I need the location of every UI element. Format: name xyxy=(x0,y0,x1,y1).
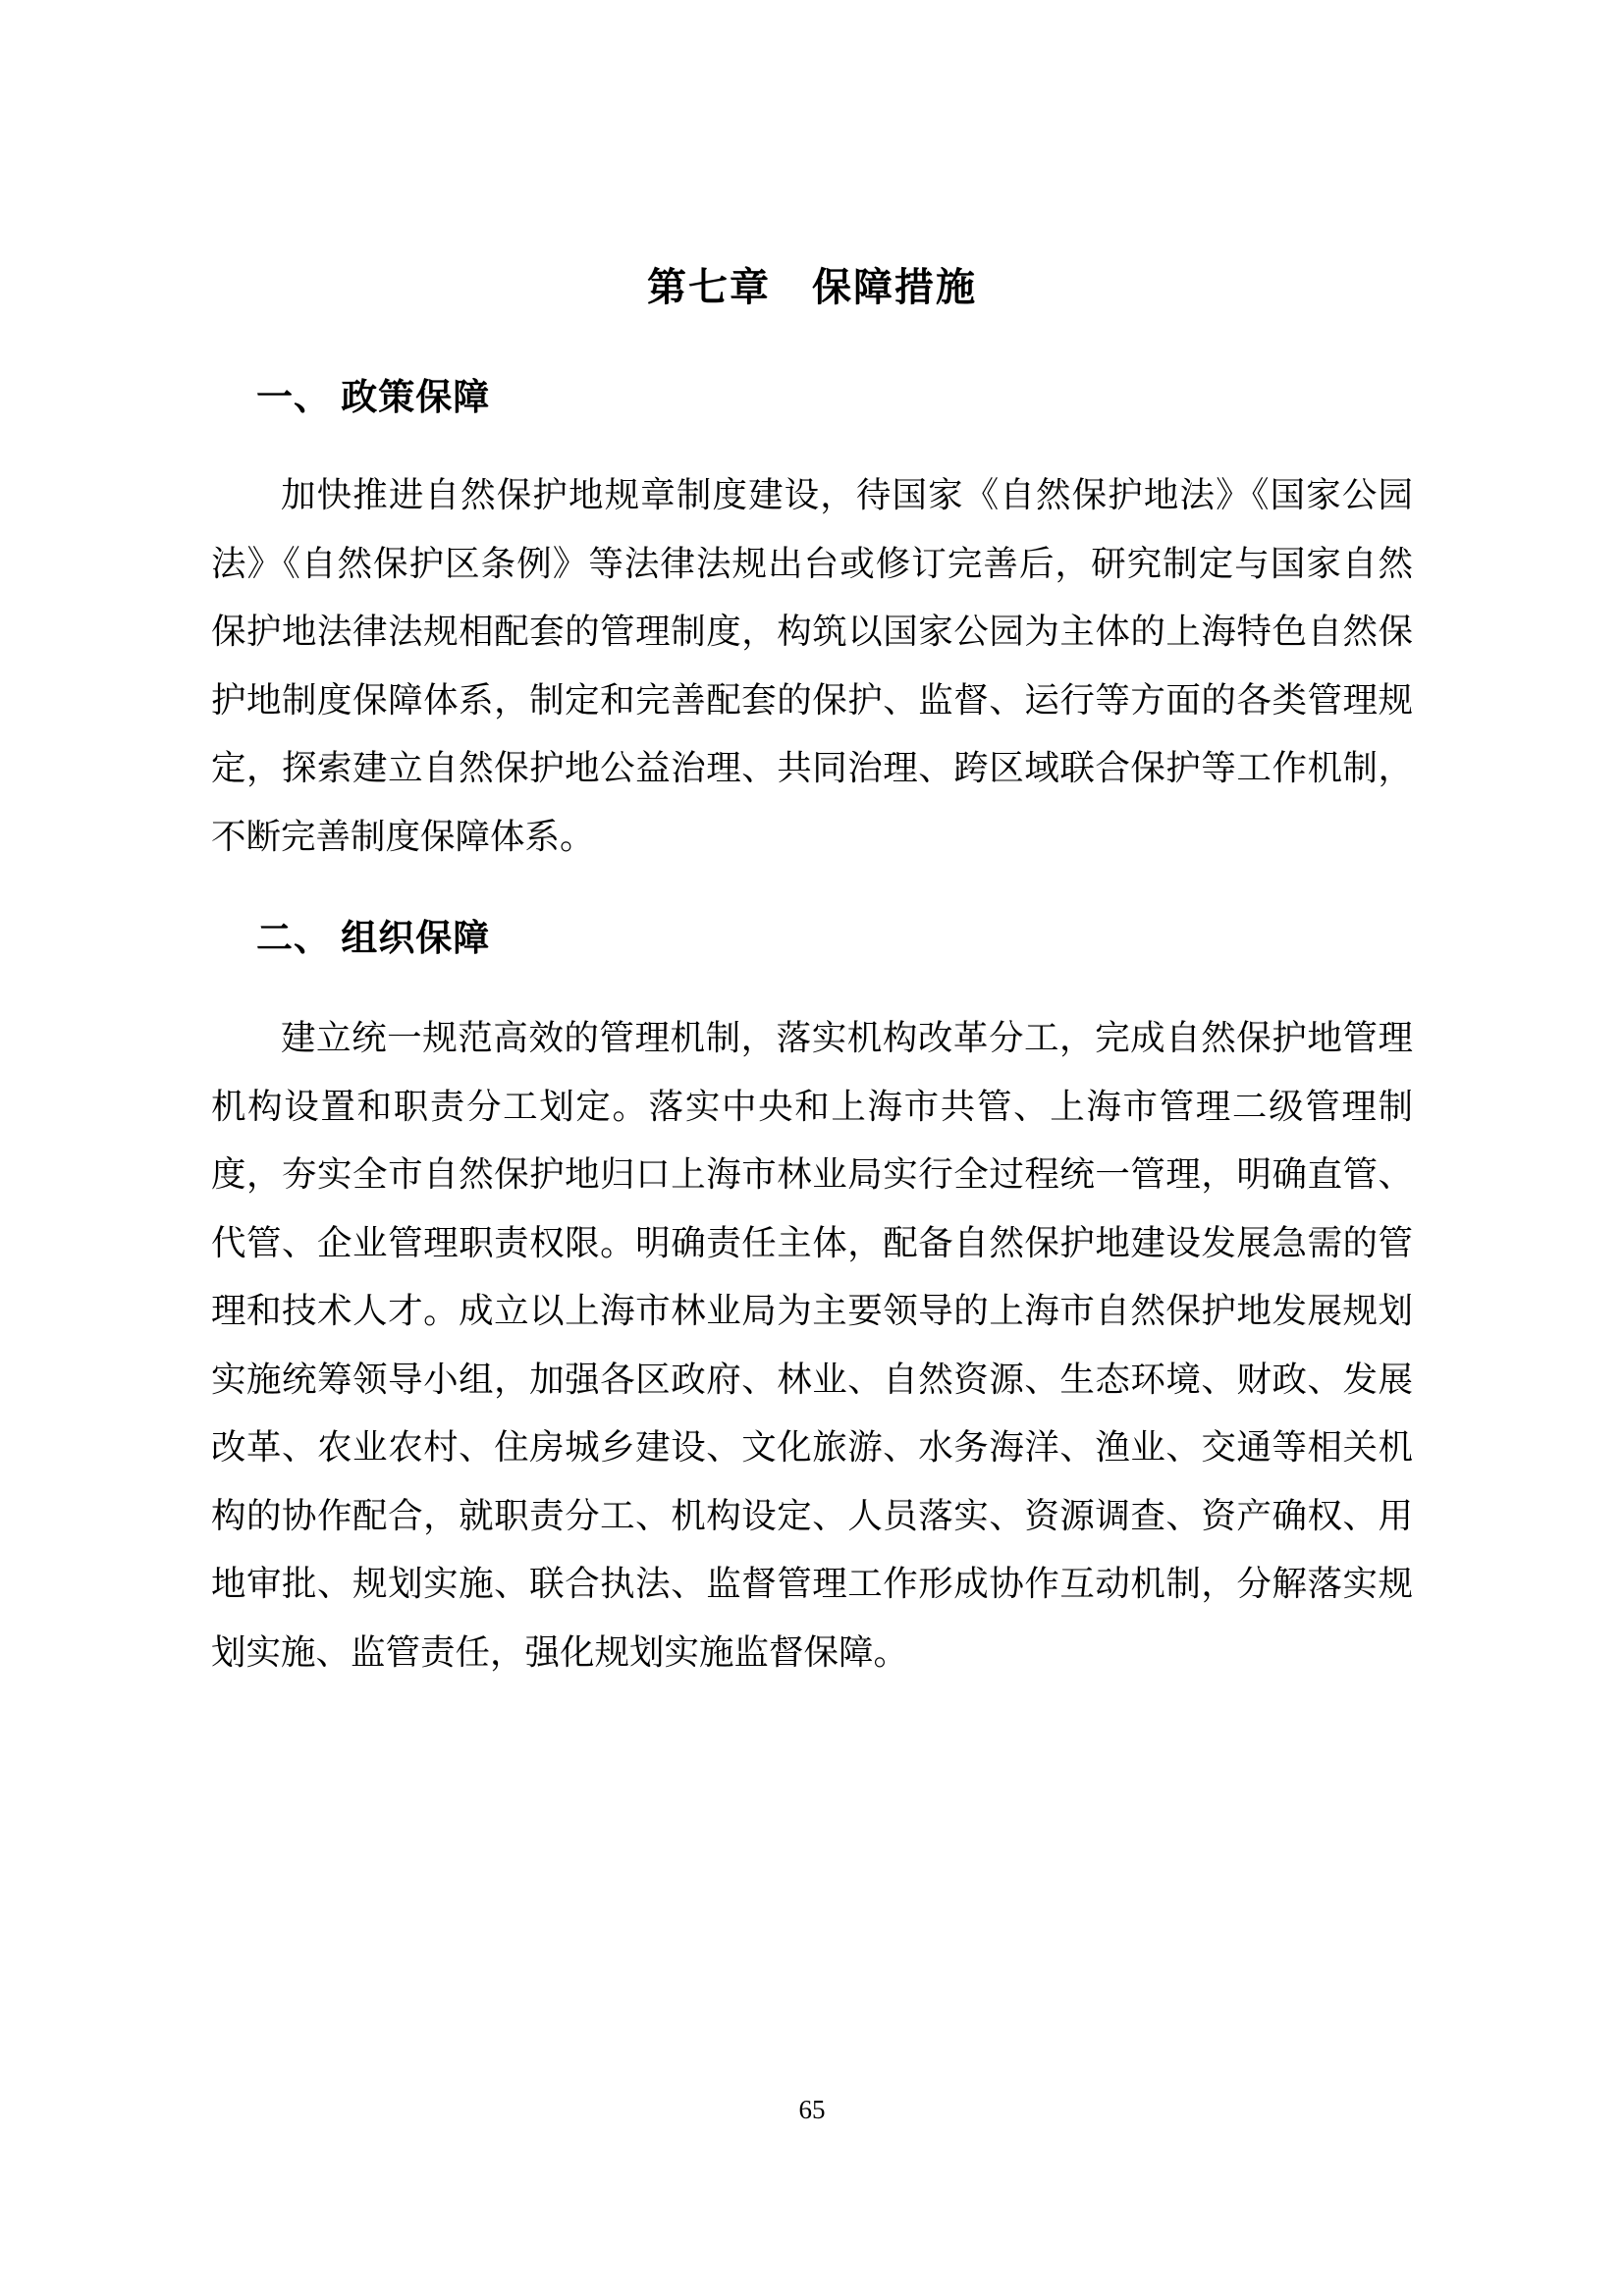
chapter-title: 第七章 保障措施 xyxy=(647,265,977,310)
section-paragraph-organization-guarantee: 建立统一规范高效的管理机制，落实机构改革分工，完成自然保护地管理机构设置和职责分工划定。落实中央和上海市共管、上海市管理二级管理制度，夯实全市自然保护地归口上海市林业局实行全过程统一管理，明确直管、代管、企业管理职责权限。明确责任主体，配备自然保护地建设发展急需的管理和技术人才。成立以上海市林业局为主要领导的上海市自然保护地发展规划实施统筹领导小组，加强各区政府、林业、自然资源、生态环境、财政、发展改革、农业农村、住房城乡建设、文化旅游、水务海洋、渔业、交通等相关机构的协作配合，就职责分工、机构设定、人员落实、资源调查、资产确权、用地审批、规划实施、联合执法、监督管理工作形成协作互动机制，分解落实规划实施、监管责任，强化规划实施监督保障。 xyxy=(211,1018,1413,1672)
section-heading-organization-guarantee: 二、 组织保障 xyxy=(256,919,491,960)
section-paragraph-policy-guarantee: 加快推进自然保护地规章制度建设，待国家《自然保护地法》《国家公园法》《自然保护区条例》等法律法规出台或修订完善后，研究制定与国家自然保护地法律法规相配套的管理制度，构筑以国家公园为主体的上海特色自然保护地制度保障体系，制定和完善配套的保护、监督、运行等方面的各类管理规定，探索建立自然保护地公益治理、共同治理、跨区域联合保护等工作机制，不断完善制度保障体系。 xyxy=(211,475,1413,856)
section-heading-policy-guarantee: 一、 政策保障 xyxy=(256,378,491,418)
page-content xyxy=(211,0,1413,1686)
page-number: 65 xyxy=(798,2095,826,2124)
